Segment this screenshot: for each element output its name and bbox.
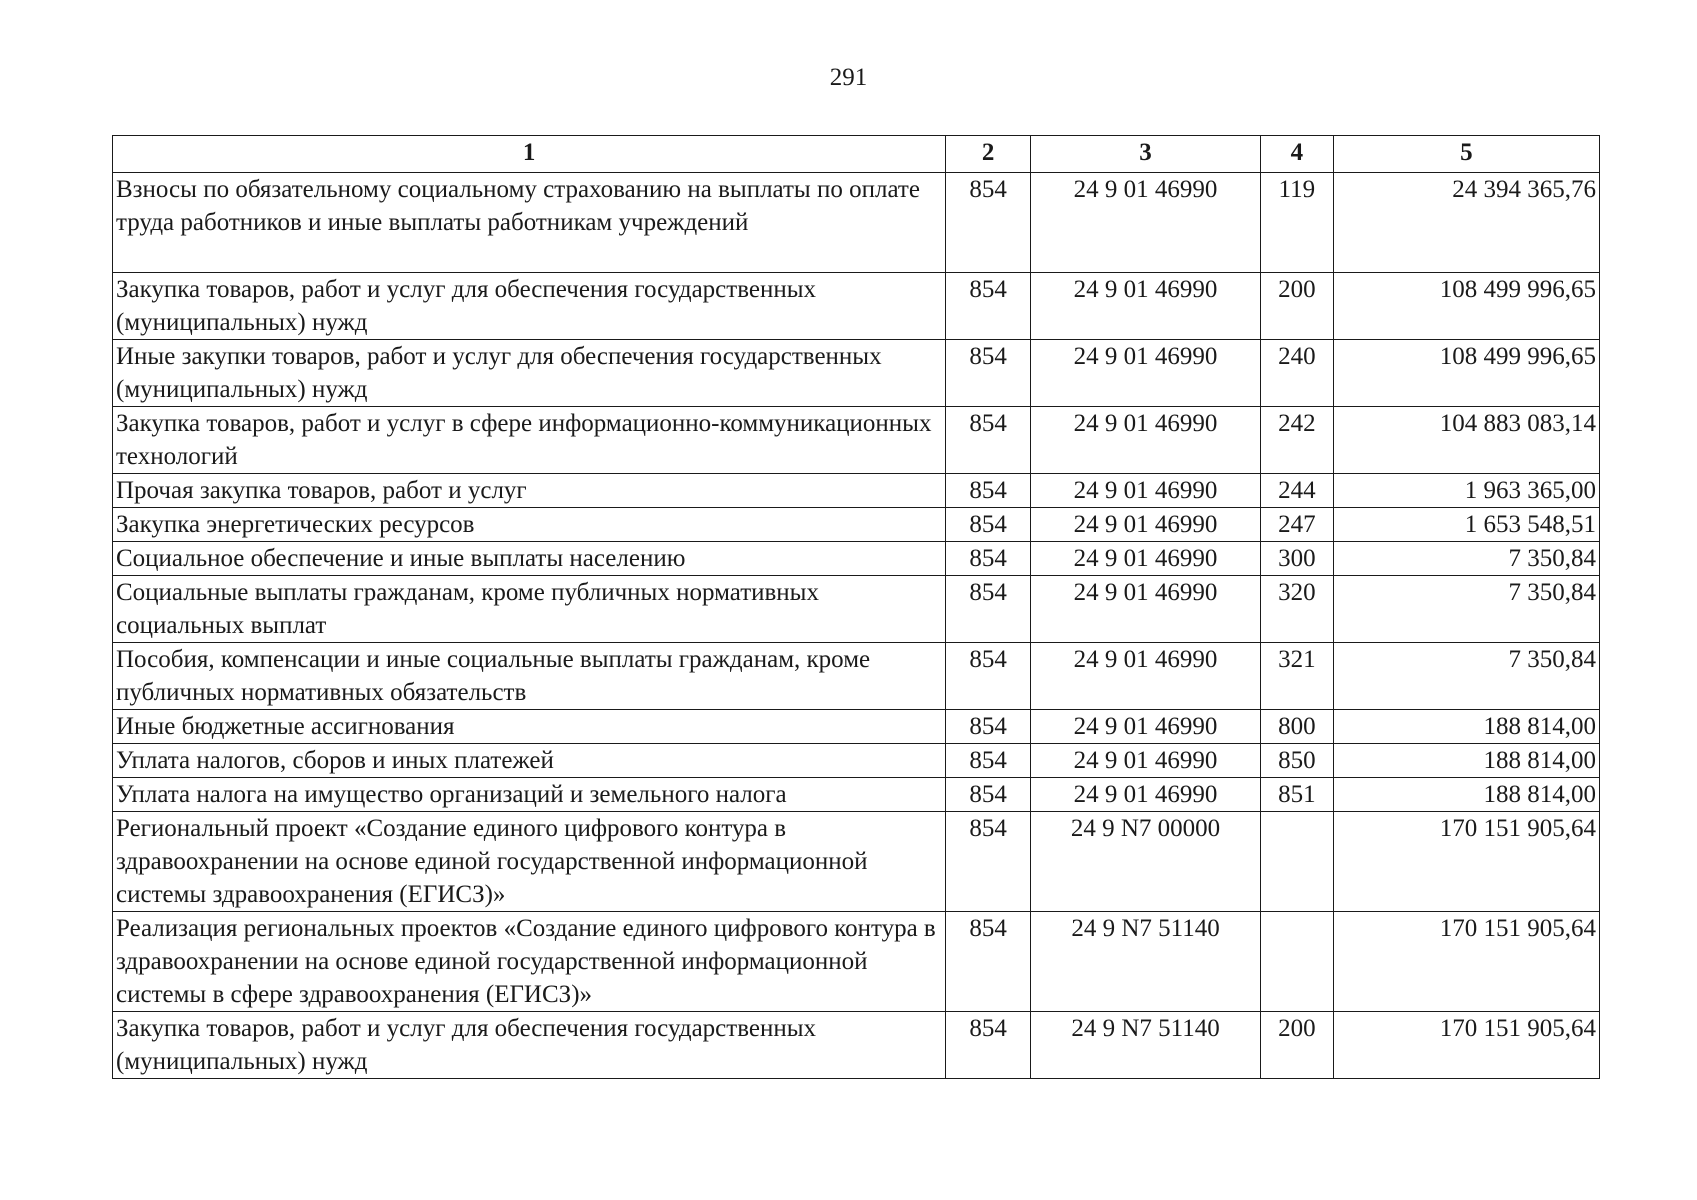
page-number: 291 bbox=[829, 64, 868, 91]
row-name: Прочая закупка товаров, работ и услуг bbox=[113, 474, 946, 508]
row-amount: 24 394 365,76 bbox=[1333, 173, 1599, 273]
table-row bbox=[113, 710, 1600, 744]
header-col-4: 4 bbox=[1261, 136, 1334, 173]
row-name: Региональный проект «Создание единого цифрового контура в здравоохранении на основе единой государственной информационной системы здравоохранения (ЕГИСЗ)» bbox=[113, 812, 946, 912]
row-grbs: 854 bbox=[946, 812, 1031, 912]
row-amount: 170 151 905,64 bbox=[1333, 1012, 1599, 1079]
table-row bbox=[113, 173, 1600, 273]
header-col-2: 2 bbox=[946, 136, 1031, 173]
table-row bbox=[113, 407, 1600, 474]
table-row bbox=[113, 576, 1600, 643]
row-csr: 24 9 01 46990 bbox=[1031, 710, 1261, 744]
row-name: Уплата налога на имущество организаций и земельного налога bbox=[113, 778, 946, 812]
row-amount: 7 350,84 bbox=[1333, 542, 1599, 576]
table-row bbox=[113, 508, 1600, 542]
row-csr: 24 9 N7 51140 bbox=[1031, 912, 1261, 1012]
row-name: Закупка товаров, работ и услуг в сфере информационно-коммуникационных технологий bbox=[113, 407, 946, 474]
table-row bbox=[113, 744, 1600, 778]
table-row bbox=[113, 812, 1600, 912]
table-row bbox=[113, 643, 1600, 710]
row-csr: 24 9 01 46990 bbox=[1031, 744, 1261, 778]
row-name: Взносы по обязательному социальному страхованию на выплаты по оплате труда работников и иные выплаты работникам учреждений bbox=[113, 173, 946, 273]
table-row bbox=[113, 474, 1600, 508]
row-vr: 242 bbox=[1261, 407, 1334, 474]
table-row bbox=[113, 778, 1600, 812]
row-amount: 1 653 548,51 bbox=[1333, 508, 1599, 542]
row-vr: 851 bbox=[1261, 778, 1334, 812]
table-row bbox=[113, 542, 1600, 576]
row-vr: 300 bbox=[1261, 542, 1334, 576]
row-vr: 247 bbox=[1261, 508, 1334, 542]
row-csr: 24 9 01 46990 bbox=[1031, 576, 1261, 643]
row-vr: 119 bbox=[1261, 173, 1334, 273]
row-grbs: 854 bbox=[946, 340, 1031, 407]
header-col-5: 5 bbox=[1333, 136, 1599, 173]
table-row bbox=[113, 912, 1600, 1012]
header-col-1: 1 bbox=[113, 136, 946, 173]
row-name: Реализация региональных проектов «Создание единого цифрового контура в здравоохранении на основе единой государственной информационной системы в сфере здравоохранения (ЕГИСЗ)» bbox=[113, 912, 946, 1012]
row-amount: 170 151 905,64 bbox=[1333, 912, 1599, 1012]
row-csr: 24 9 N7 51140 bbox=[1031, 1012, 1261, 1079]
row-grbs: 854 bbox=[946, 508, 1031, 542]
row-vr: 240 bbox=[1261, 340, 1334, 407]
row-csr: 24 9 01 46990 bbox=[1031, 173, 1261, 273]
row-amount: 1 963 365,00 bbox=[1333, 474, 1599, 508]
row-name: Закупка энергетических ресурсов bbox=[113, 508, 946, 542]
row-csr: 24 9 01 46990 bbox=[1031, 778, 1261, 812]
row-grbs: 854 bbox=[946, 407, 1031, 474]
table-row bbox=[113, 273, 1600, 340]
row-vr: 320 bbox=[1261, 576, 1334, 643]
row-name: Иные бюджетные ассигнования bbox=[113, 710, 946, 744]
row-csr: 24 9 01 46990 bbox=[1031, 474, 1261, 508]
header-row bbox=[113, 136, 1600, 173]
row-grbs: 854 bbox=[946, 744, 1031, 778]
row-amount: 7 350,84 bbox=[1333, 576, 1599, 643]
row-vr: 244 bbox=[1261, 474, 1334, 508]
row-name: Социальное обеспечение и иные выплаты населению bbox=[113, 542, 946, 576]
row-grbs: 854 bbox=[946, 542, 1031, 576]
row-csr: 24 9 01 46990 bbox=[1031, 542, 1261, 576]
row-amount: 104 883 083,14 bbox=[1333, 407, 1599, 474]
row-vr: 321 bbox=[1261, 643, 1334, 710]
row-vr bbox=[1261, 812, 1334, 912]
header-col-3: 3 bbox=[1031, 136, 1261, 173]
row-vr: 200 bbox=[1261, 1012, 1334, 1079]
row-vr: 200 bbox=[1261, 273, 1334, 340]
row-grbs: 854 bbox=[946, 912, 1031, 1012]
budget-table bbox=[112, 135, 1600, 1079]
row-vr bbox=[1261, 912, 1334, 1012]
row-csr: 24 9 N7 00000 bbox=[1031, 812, 1261, 912]
row-csr: 24 9 01 46990 bbox=[1031, 643, 1261, 710]
row-name: Пособия, компенсации и иные социальные выплаты гражданам, кроме публичных нормативных обязательств bbox=[113, 643, 946, 710]
row-name: Уплата налогов, сборов и иных платежей bbox=[113, 744, 946, 778]
row-amount: 188 814,00 bbox=[1333, 744, 1599, 778]
row-vr: 800 bbox=[1261, 710, 1334, 744]
row-name: Закупка товаров, работ и услуг для обеспечения государственных (муниципальных) нужд bbox=[113, 273, 946, 340]
table-row bbox=[113, 1012, 1600, 1079]
row-grbs: 854 bbox=[946, 643, 1031, 710]
row-amount: 108 499 996,65 bbox=[1333, 273, 1599, 340]
row-grbs: 854 bbox=[946, 778, 1031, 812]
row-amount: 188 814,00 bbox=[1333, 710, 1599, 744]
row-grbs: 854 bbox=[946, 273, 1031, 340]
row-name: Закупка товаров, работ и услуг для обеспечения государственных (муниципальных) нужд bbox=[113, 1012, 946, 1079]
row-amount: 170 151 905,64 bbox=[1333, 812, 1599, 912]
row-name: Иные закупки товаров, работ и услуг для обеспечения государственных (муниципальных) нужд bbox=[113, 340, 946, 407]
row-amount: 108 499 996,65 bbox=[1333, 340, 1599, 407]
row-grbs: 854 bbox=[946, 576, 1031, 643]
row-grbs: 854 bbox=[946, 173, 1031, 273]
row-csr: 24 9 01 46990 bbox=[1031, 508, 1261, 542]
row-csr: 24 9 01 46990 bbox=[1031, 407, 1261, 474]
row-csr: 24 9 01 46990 bbox=[1031, 340, 1261, 407]
row-grbs: 854 bbox=[946, 710, 1031, 744]
row-vr: 850 bbox=[1261, 744, 1334, 778]
row-amount: 7 350,84 bbox=[1333, 643, 1599, 710]
row-name: Социальные выплаты гражданам, кроме публичных нормативных социальных выплат bbox=[113, 576, 946, 643]
row-amount: 188 814,00 bbox=[1333, 778, 1599, 812]
row-grbs: 854 bbox=[946, 474, 1031, 508]
row-csr: 24 9 01 46990 bbox=[1031, 273, 1261, 340]
table-row bbox=[113, 340, 1600, 407]
row-grbs: 854 bbox=[946, 1012, 1031, 1079]
